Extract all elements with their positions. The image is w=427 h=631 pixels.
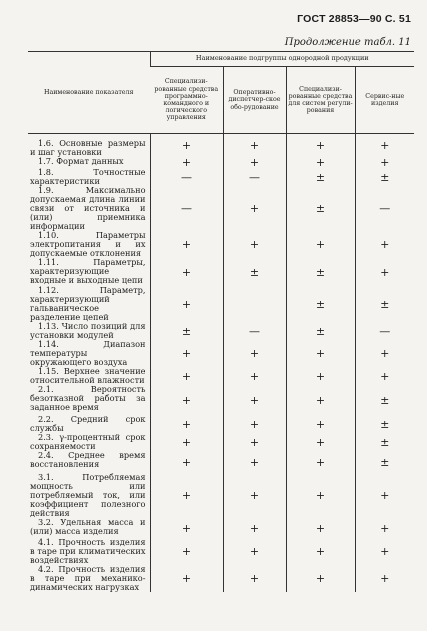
indicator-name-cell	[28, 322, 150, 340]
applicability-mark: +	[150, 433, 223, 451]
indicator-name: 1.15. Верхнее значение относительной влажности	[30, 366, 146, 385]
applicability-mark: ±	[223, 258, 286, 286]
applicability-mark: +	[355, 518, 414, 538]
subgroup-header-dispatch: Оперативно-диспетчер-ское обо-рудование	[223, 67, 286, 134]
applicability-mark: +	[223, 231, 286, 258]
indicator-name: 2.1. Вероятность безотказной работы за заданное время	[30, 384, 146, 412]
indicator-name-cell	[28, 433, 150, 451]
page-header: ГОСТ 28853—90 С. 51	[297, 13, 411, 25]
indicator-name-cell	[28, 231, 150, 258]
table-row	[28, 538, 414, 565]
indicator-name: 2.2. Средний срок службы	[30, 414, 146, 433]
indicator-name-cell	[28, 286, 150, 322]
indicator-name: 2.3. γ-процентный срок сохраняемости	[30, 432, 146, 451]
applicability-mark: +	[150, 385, 223, 415]
indicator-name-cell	[28, 565, 150, 592]
indicator-name-cell	[28, 451, 150, 473]
applicability-mark: ±	[286, 168, 355, 186]
applicability-mark: +	[355, 565, 414, 592]
applicability-mark: —	[355, 322, 414, 340]
applicability-mark: +	[223, 157, 286, 168]
indicator-name: 1.9. Максимально допускаемая длина линии связи от источника и (или) приемника информации	[30, 185, 146, 231]
table-row	[28, 433, 414, 451]
table-body	[28, 134, 414, 593]
applicability-mark: +	[355, 340, 414, 367]
applicability-mark: ±	[286, 286, 355, 322]
applicability-mark: +	[150, 367, 223, 385]
indicator-name-cell	[28, 367, 150, 385]
table-row	[28, 231, 414, 258]
applicability-mark: +	[223, 134, 286, 158]
table-row	[28, 134, 414, 158]
indicator-name-cell	[28, 168, 150, 186]
applicability-mark: +	[286, 134, 355, 158]
indicator-name: 1.14. Диапазон температуры окружающего воздуха	[30, 339, 146, 367]
table-row	[28, 565, 414, 592]
applicability-mark: +	[286, 451, 355, 473]
table-row	[28, 415, 414, 433]
applicability-mark: +	[355, 538, 414, 565]
applicability-mark: +	[355, 367, 414, 385]
applicability-mark	[223, 286, 286, 322]
applicability-mark: +	[286, 565, 355, 592]
applicability-mark: +	[223, 433, 286, 451]
applicability-mark: +	[223, 538, 286, 565]
applicability-mark: +	[150, 451, 223, 473]
applicability-mark: +	[223, 340, 286, 367]
indicator-name-cell	[28, 385, 150, 415]
applicability-mark: +	[223, 518, 286, 538]
applicability-mark: +	[223, 565, 286, 592]
applicability-mark: +	[223, 473, 286, 518]
applicability-mark: ±	[286, 186, 355, 231]
applicability-mark: +	[150, 565, 223, 592]
indicator-name: 1.12. Параметр, характеризующий гальваническое разделение цепей	[30, 285, 146, 322]
applicability-mark: —	[355, 186, 414, 231]
indicator-name: 3.1. Потребляемая мощность или потребляемый ток, или коэффициент полезного действия	[30, 472, 146, 518]
applicability-mark: —	[223, 168, 286, 186]
applicability-mark: +	[223, 385, 286, 415]
applicability-mark: +	[150, 134, 223, 158]
table-row	[28, 340, 414, 367]
applicability-mark: +	[223, 367, 286, 385]
indicator-name-cell	[28, 186, 150, 231]
applicability-mark: +	[150, 340, 223, 367]
applicability-mark: +	[286, 231, 355, 258]
indicator-name: 1.6. Основные размеры и шаг установки	[30, 138, 146, 157]
applicability-mark: ±	[355, 451, 414, 473]
subgroup-header-service: Сервис-ные изделия	[355, 67, 414, 134]
table-row	[28, 385, 414, 415]
applicability-mark: ±	[355, 415, 414, 433]
applicability-mark: +	[355, 473, 414, 518]
table-row	[28, 451, 414, 473]
indicator-name: 4.2. Прочность изделия в таре при механико-динамических нагрузках	[30, 564, 146, 592]
applicability-mark: +	[223, 451, 286, 473]
table-row	[28, 322, 414, 340]
indicator-name-cell	[28, 340, 150, 367]
table-row	[28, 367, 414, 385]
table-row	[28, 258, 414, 286]
applicability-mark: +	[286, 433, 355, 451]
applicability-mark: +	[223, 415, 286, 433]
characteristics-table	[28, 51, 414, 592]
applicability-mark: +	[286, 473, 355, 518]
indicator-name: 1.8. Точностные характеристики	[30, 167, 146, 186]
applicability-mark: +	[150, 518, 223, 538]
table-row	[28, 518, 414, 538]
table-row	[28, 473, 414, 518]
applicability-mark: +	[355, 258, 414, 286]
table-row	[28, 186, 414, 231]
indicator-name: 3.2. Удельная масса и (или) масса изделия	[30, 517, 146, 536]
applicability-mark: +	[150, 538, 223, 565]
subgroup-header-regulation: Специализи-рованные средства для систем регули-рования	[286, 67, 355, 134]
indicator-name: 4.1. Прочность изделия в таре при климатических воздействиях	[30, 537, 146, 565]
indicator-name-cell	[28, 134, 150, 158]
applicability-mark: +	[150, 415, 223, 433]
indicator-name-cell	[28, 518, 150, 538]
applicability-mark: +	[355, 231, 414, 258]
applicability-mark: ±	[355, 168, 414, 186]
table-row	[28, 168, 414, 186]
applicability-mark: ±	[355, 385, 414, 415]
applicability-mark: +	[150, 157, 223, 168]
indicator-name: 1.7. Формат данных	[38, 156, 124, 166]
indicator-name-cell	[28, 538, 150, 565]
table-row	[28, 286, 414, 322]
applicability-mark: +	[286, 415, 355, 433]
applicability-mark: —	[150, 186, 223, 231]
indicator-name-header: Наименование показателя	[28, 52, 150, 134]
applicability-mark: —	[150, 168, 223, 186]
product-subgroup-header: Наименование подгруппы однородной продукции	[150, 52, 414, 67]
applicability-mark: ±	[355, 433, 414, 451]
applicability-mark: +	[150, 258, 223, 286]
subgroup-header-control: Специализи-рованные средства программно-командного и логического управления	[150, 67, 223, 134]
indicator-name: 1.13. Число позиций для установки модулей	[30, 321, 146, 340]
applicability-mark: ±	[286, 322, 355, 340]
applicability-mark: +	[286, 538, 355, 565]
indicator-name-cell	[28, 473, 150, 518]
applicability-mark: +	[150, 473, 223, 518]
applicability-mark: ±	[150, 322, 223, 340]
applicability-mark: +	[286, 518, 355, 538]
indicator-name: 1.11. Параметры, характеризующие входные и выходные цепи	[30, 257, 146, 285]
applicability-mark: +	[286, 157, 355, 168]
table-continuation-label: Продолжение табл. 11	[284, 37, 411, 48]
applicability-mark: +	[286, 340, 355, 367]
applicability-mark: +	[150, 231, 223, 258]
applicability-mark: ±	[355, 286, 414, 322]
indicator-name: 1.10. Параметры электропитания и их допускаемые отклонения	[30, 230, 146, 258]
applicability-mark: +	[223, 186, 286, 231]
applicability-mark: +	[286, 367, 355, 385]
indicator-name-cell	[28, 415, 150, 433]
applicability-mark: +	[355, 157, 414, 168]
indicator-name-cell	[28, 258, 150, 286]
applicability-mark: ±	[286, 258, 355, 286]
applicability-mark: +	[286, 385, 355, 415]
applicability-mark: +	[355, 134, 414, 158]
indicator-name: 2.4. Среднее время восстановления	[30, 450, 146, 469]
applicability-mark: —	[223, 322, 286, 340]
applicability-mark: +	[150, 286, 223, 322]
